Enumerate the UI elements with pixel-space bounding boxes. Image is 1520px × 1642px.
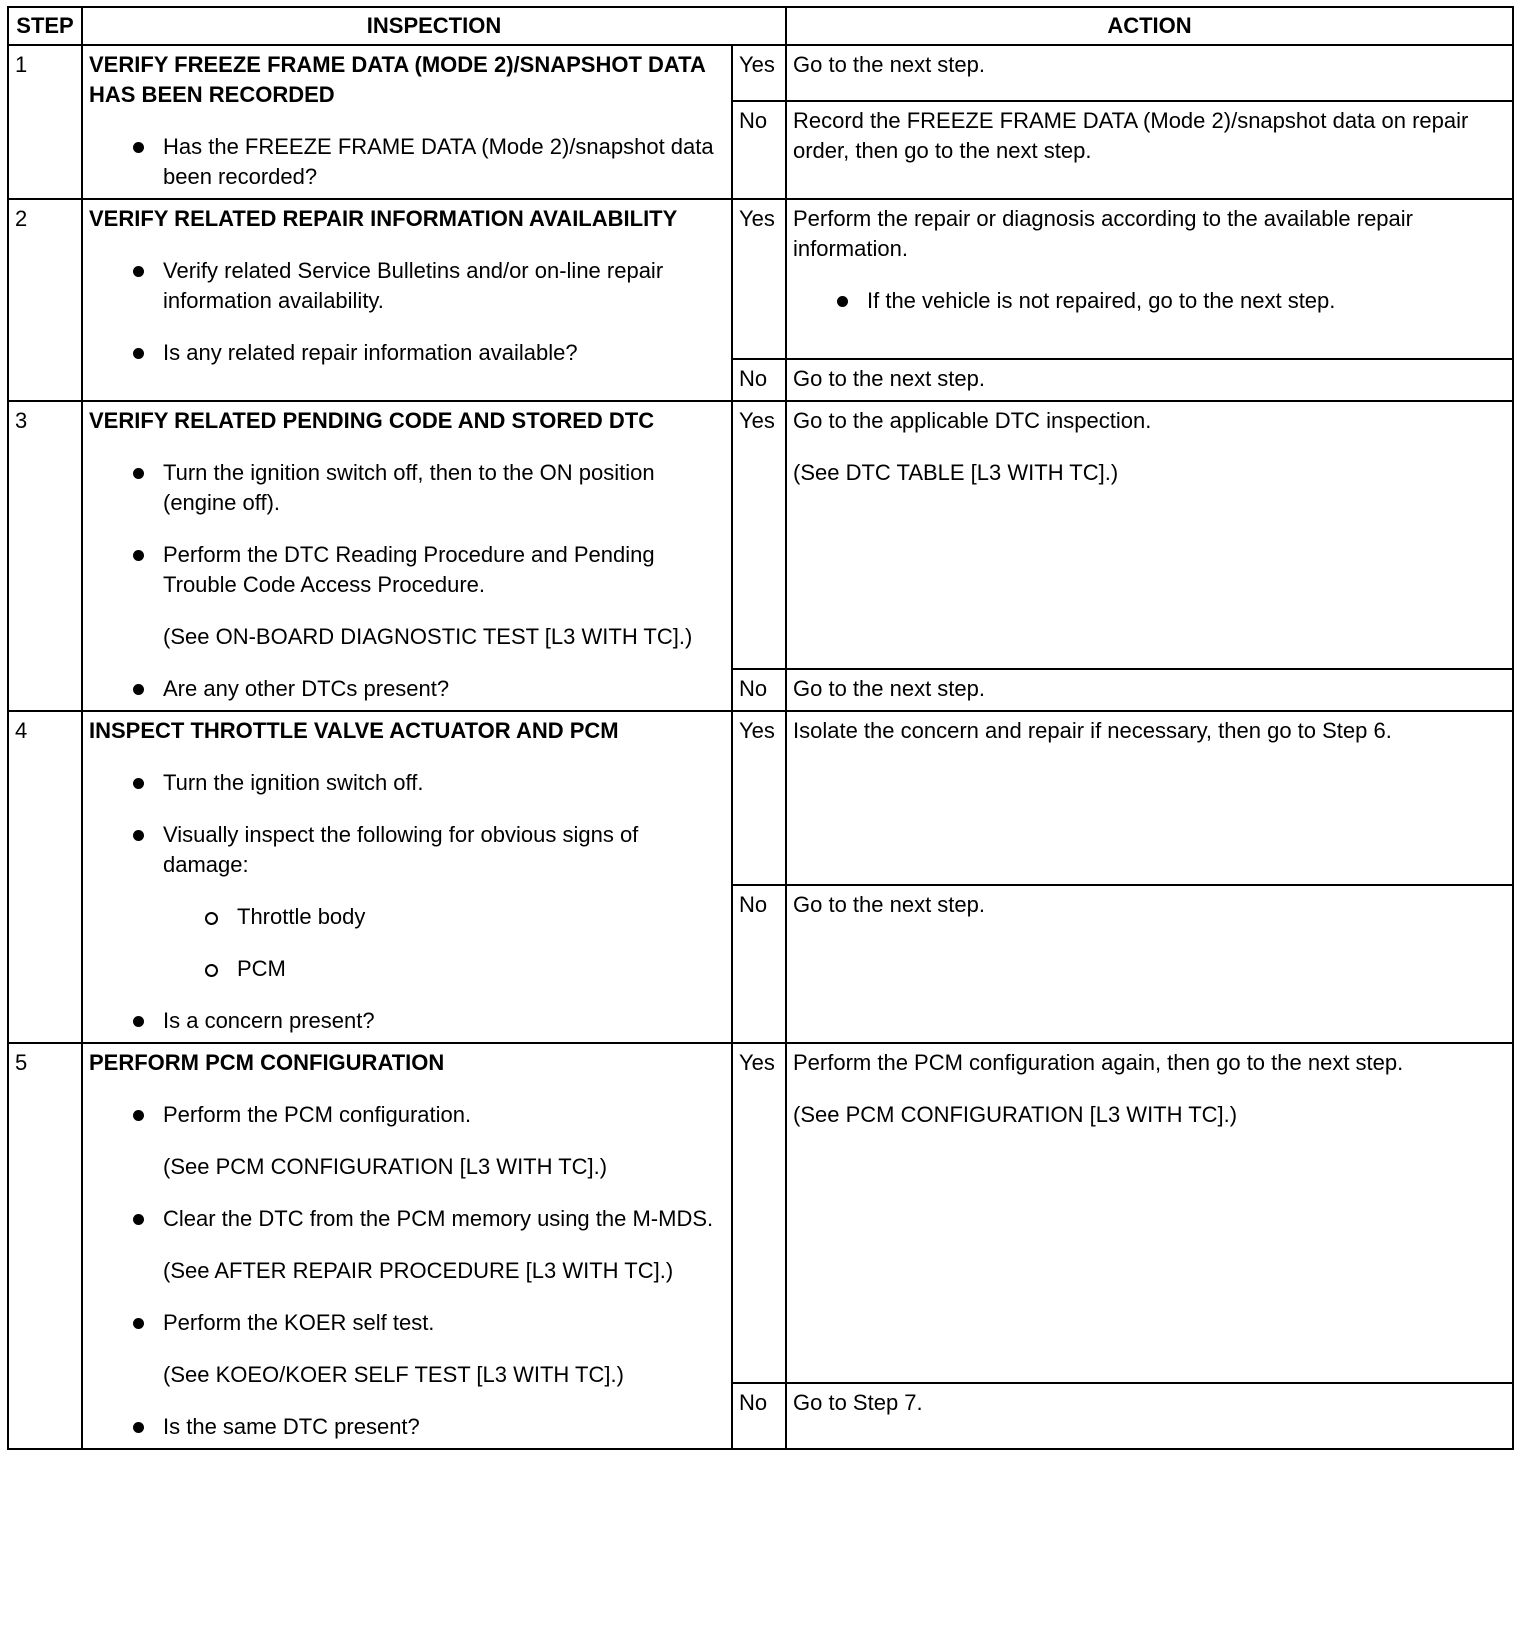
step-1-yes-label: Yes	[732, 45, 786, 101]
diagnostic-procedure-table	[7, 6, 1514, 1450]
step-2-no-action: Go to the next step.	[786, 359, 1513, 401]
step-5-note-3: (See KOEO/KOER SELF TEST [L3 WITH TC].)	[163, 1362, 624, 1387]
step-3-inspection	[82, 401, 732, 711]
step-2-item-1: Verify related Service Bulletins and/or on-line repair information availability.	[89, 256, 725, 316]
step-5-item-4: Is the same DTC present?	[89, 1412, 725, 1442]
step-5-yes-row	[8, 1043, 1513, 1383]
step-5-item-2: Clear the DTC from the PCM memory using the M-MDS.	[89, 1204, 725, 1234]
step-4-subitem-1: Throttle body	[89, 902, 725, 932]
step-4-yes-action: Isolate the concern and repair if necessary, then go to Step 6.	[786, 711, 1513, 885]
step-1-yes-action: Go to the next step.	[786, 45, 1513, 101]
step-3-yes-cell	[786, 401, 1513, 669]
step-3-yes-row	[8, 401, 1513, 669]
step-4-no-label: No	[732, 885, 786, 1043]
step-5-number: 5	[8, 1043, 82, 1449]
step-1-inspection	[82, 45, 732, 199]
step-2-title: VERIFY RELATED REPAIR INFORMATION AVAILABILITY	[89, 206, 678, 231]
step-3-no-action: Go to the next step.	[786, 669, 1513, 711]
step-2-yes-row	[8, 199, 1513, 359]
step-2-item-2: Is any related repair information available?	[89, 338, 725, 368]
header-action: ACTION	[786, 7, 1513, 45]
step-3-note: (See ON-BOARD DIAGNOSTIC TEST [L3 WITH TC].)	[163, 624, 693, 649]
step-4-number: 4	[8, 711, 82, 1043]
step-1-number: 1	[8, 45, 82, 199]
step-5-yes-action: Perform the PCM configuration again, then go to the next step.	[793, 1050, 1404, 1075]
step-1-no-action: Record the FREEZE FRAME DATA (Mode 2)/snapshot data on repair order, then go to the next step.	[786, 101, 1513, 199]
step-2-number: 2	[8, 199, 82, 401]
step-2-yes-bullet: If the vehicle is not repaired, go to the next step.	[793, 286, 1506, 316]
header-inspection: INSPECTION	[82, 7, 786, 45]
step-5-note-2: (See AFTER REPAIR PROCEDURE [L3 WITH TC].)	[163, 1258, 674, 1283]
step-1-no-label: No	[732, 101, 786, 199]
step-3-title: VERIFY RELATED PENDING CODE AND STORED DTC	[89, 408, 655, 433]
step-1-item-1: Has the FREEZE FRAME DATA (Mode 2)/snapshot data been recorded?	[89, 132, 725, 192]
step-5-title: PERFORM PCM CONFIGURATION	[89, 1050, 445, 1075]
header-step: STEP	[8, 7, 82, 45]
step-5-yes-note: (See PCM CONFIGURATION [L3 WITH TC].)	[793, 1102, 1238, 1127]
step-5-inspection	[82, 1043, 732, 1449]
step-3-yes-note: (See DTC TABLE [L3 WITH TC].)	[793, 460, 1119, 485]
step-5-yes-cell	[786, 1043, 1513, 1383]
step-4-inspection	[82, 711, 732, 1043]
step-5-no-action: Go to Step 7.	[786, 1383, 1513, 1449]
step-5-note-1: (See PCM CONFIGURATION [L3 WITH TC].)	[163, 1154, 608, 1179]
step-1-yes-row	[8, 45, 1513, 101]
table-header-row	[8, 7, 1513, 45]
step-5-no-label: No	[732, 1383, 786, 1449]
step-3-item-2: Perform the DTC Reading Procedure and Pending Trouble Code Access Procedure.	[89, 540, 725, 600]
diagnostic-procedure-table-wrapper	[7, 6, 1514, 1450]
step-3-no-label: No	[732, 669, 786, 711]
step-5-item-3: Perform the KOER self test.	[89, 1308, 725, 1338]
step-5-yes-label: Yes	[732, 1043, 786, 1383]
step-2-yes-cell	[786, 199, 1513, 359]
step-4-subitem-2: PCM	[89, 954, 725, 984]
step-4-item-1: Turn the ignition switch off.	[89, 768, 725, 798]
step-4-item-2: Visually inspect the following for obvious signs of damage:	[89, 820, 725, 880]
step-3-yes-label: Yes	[732, 401, 786, 669]
step-3-yes-action: Go to the applicable DTC inspection.	[793, 408, 1152, 433]
step-2-no-label: No	[732, 359, 786, 401]
step-4-item-3: Is a concern present?	[89, 1006, 725, 1036]
step-4-yes-row	[8, 711, 1513, 885]
step-3-number: 3	[8, 401, 82, 711]
step-2-inspection	[82, 199, 732, 401]
step-5-item-1: Perform the PCM configuration.	[89, 1100, 725, 1130]
step-1-title: VERIFY FREEZE FRAME DATA (MODE 2)/SNAPSHOT DATA HAS BEEN RECORDED	[89, 52, 706, 107]
step-4-no-action: Go to the next step.	[786, 885, 1513, 1043]
step-2-yes-action: Perform the repair or diagnosis according to the available repair information.	[793, 206, 1413, 261]
step-3-item-3: Are any other DTCs present?	[89, 674, 725, 704]
step-4-yes-label: Yes	[732, 711, 786, 885]
step-3-item-1: Turn the ignition switch off, then to the ON position (engine off).	[89, 458, 725, 518]
step-2-yes-label: Yes	[732, 199, 786, 359]
step-4-title: INSPECT THROTTLE VALVE ACTUATOR AND PCM	[89, 718, 619, 743]
